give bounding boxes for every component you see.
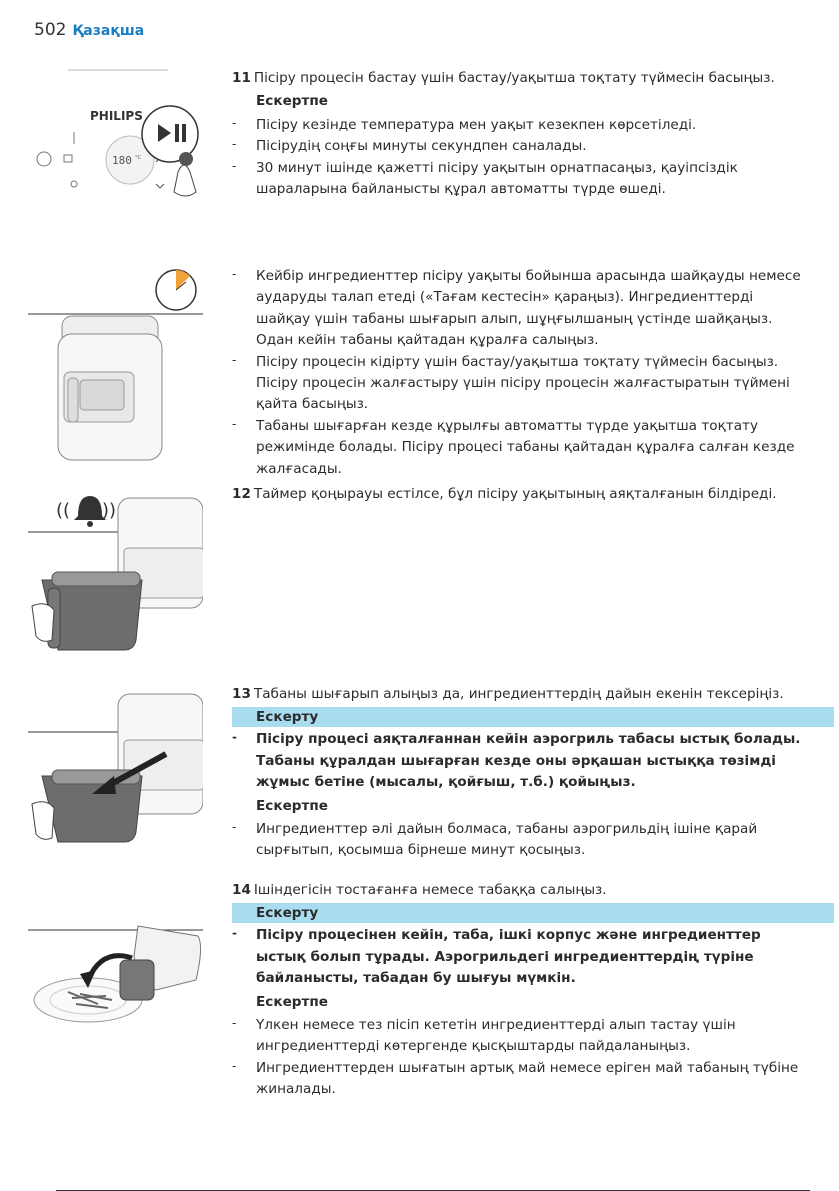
remove-basket-illustration xyxy=(28,690,203,850)
step-13-warnings xyxy=(232,729,810,793)
note-item: - 30 минут ішінде қажетті пісіру уақытын орнатпасаңыз, қауіпсіздік шараларына байланысты құрал автоматты түрде өшеді. xyxy=(232,158,810,201)
note-item: - Пісіру кезінде температура мен уақыт кезекпен көрсетіледі. xyxy=(232,115,810,136)
step-13-section xyxy=(232,684,810,862)
page-number: 502 xyxy=(34,20,67,40)
note-item: - Табаны шығарған кезде құрылғы автоматты түрде уақытша тоқтату режимінде болады. Пісіру процесі табаны қайтадан құралға салған кезде жалғасады. xyxy=(232,416,810,480)
control-panel-illustration xyxy=(28,62,218,212)
note-item: - Ингредиенттерден шығатын артық май немесе еріген май табаның түбіне жиналады. xyxy=(232,1058,810,1101)
airfryer-timer-illustration xyxy=(28,268,203,483)
warning-item: - Пісіру процесінен кейін, таба, ішкі корпус және ингредиенттер ыстық болып тұрады. Аэрогрильдегі ингредиенттердің түріне байланысты, табадан бу шығуы мүмкін. xyxy=(232,925,810,989)
pour-onto-plate-illustration xyxy=(28,900,203,1040)
warning-item: - Пісіру процесі аяқталғаннан кейін аэрогриль табасы ыстық болады. Табаны құралдан шығарған кезде оны әрқашан ыстыққа төзімді жұмыс бетіне (мысалы, қойғыш, т.б.) қойыңыз. xyxy=(232,729,810,793)
step-12-number: 12 xyxy=(232,486,251,502)
step-12-section xyxy=(232,484,810,505)
note-item: - Пісіру процесін кідірту үшін бастау/уақытша тоқтату түймесін басыңыз. Пісіру процесін жалғастыру үшін пісіру процесін жалғастыратын түймені қайта басыңыз. xyxy=(232,352,810,416)
page-header xyxy=(34,20,144,40)
step-11-section xyxy=(232,68,810,200)
step-13-number: 13 xyxy=(232,686,251,702)
step-14-number: 14 xyxy=(232,882,251,898)
display-temperature-unit: °C xyxy=(135,155,141,161)
note-item: - Үлкен немесе тез пісіп кететін ингредиенттерді алып тастау үшін ингредиенттерді көтергенде қысқыштарды пайдаланыңыз. xyxy=(232,1015,810,1058)
step-14-notes xyxy=(232,1015,810,1101)
step-13-notes xyxy=(232,819,810,862)
step-12-text: Таймер қоңырауы естілсе, бұл пісіру уақытының аяқталғанын білдіреді. xyxy=(253,486,777,502)
step-14-section xyxy=(232,880,810,1101)
step-11-number: 11 xyxy=(232,70,251,86)
timer-bell-illustration xyxy=(28,488,203,678)
language-label: Қазақша xyxy=(72,23,145,39)
svg-text:)): )) xyxy=(102,500,117,521)
step-14-warning-label: Ескерту xyxy=(232,903,834,923)
step-13-warning-label: Ескерту xyxy=(232,707,834,727)
step-14-note-label: Ескертпе xyxy=(256,993,329,1010)
brand-logo: PHILIPS xyxy=(90,109,143,123)
note-item: - Ингредиенттер әлі дайын болмаса, табаны аэрогрильдің ішіне қарай сырғытып, қосымша бірнеше минут қосыңыз. xyxy=(232,819,810,862)
step-11-note-label: Ескертпе xyxy=(256,93,329,110)
step-11-text: Пісіру процесін бастау үшін бастау/уақытша тоқтату түймесін басыңыз. xyxy=(253,70,775,86)
step-11-notes xyxy=(232,115,810,201)
step-13-text: Табаны шығарып алыңыз да, ингредиенттердің дайын екенін тексеріңіз. xyxy=(253,686,784,702)
svg-text:((: (( xyxy=(56,500,71,521)
shake-notes xyxy=(232,266,810,480)
step-14-text: Ішіндегісін тостағанға немесе табаққа салыңыз. xyxy=(253,882,607,898)
step-14-warnings xyxy=(232,925,810,989)
note-item: - Пісірудің соңғы минуты секундпен саналады. xyxy=(232,136,810,157)
step-13-note-label: Ескертпе xyxy=(256,797,329,814)
note-item: - Кейбір ингредиенттер пісіру уақыты бойынша арасында шайқауды немесе аударуды талап етеді («Тағам кестесін» қараңыз). Ингредиенттерді шайқау үшін табаны шығарып алып, шұңғылшаның үстінде шайқаңыз. Одан кейін табаны қайтадан құралға салыңыз. xyxy=(232,266,810,352)
shake-section xyxy=(232,266,810,480)
display-temperature: 180 xyxy=(112,154,132,167)
